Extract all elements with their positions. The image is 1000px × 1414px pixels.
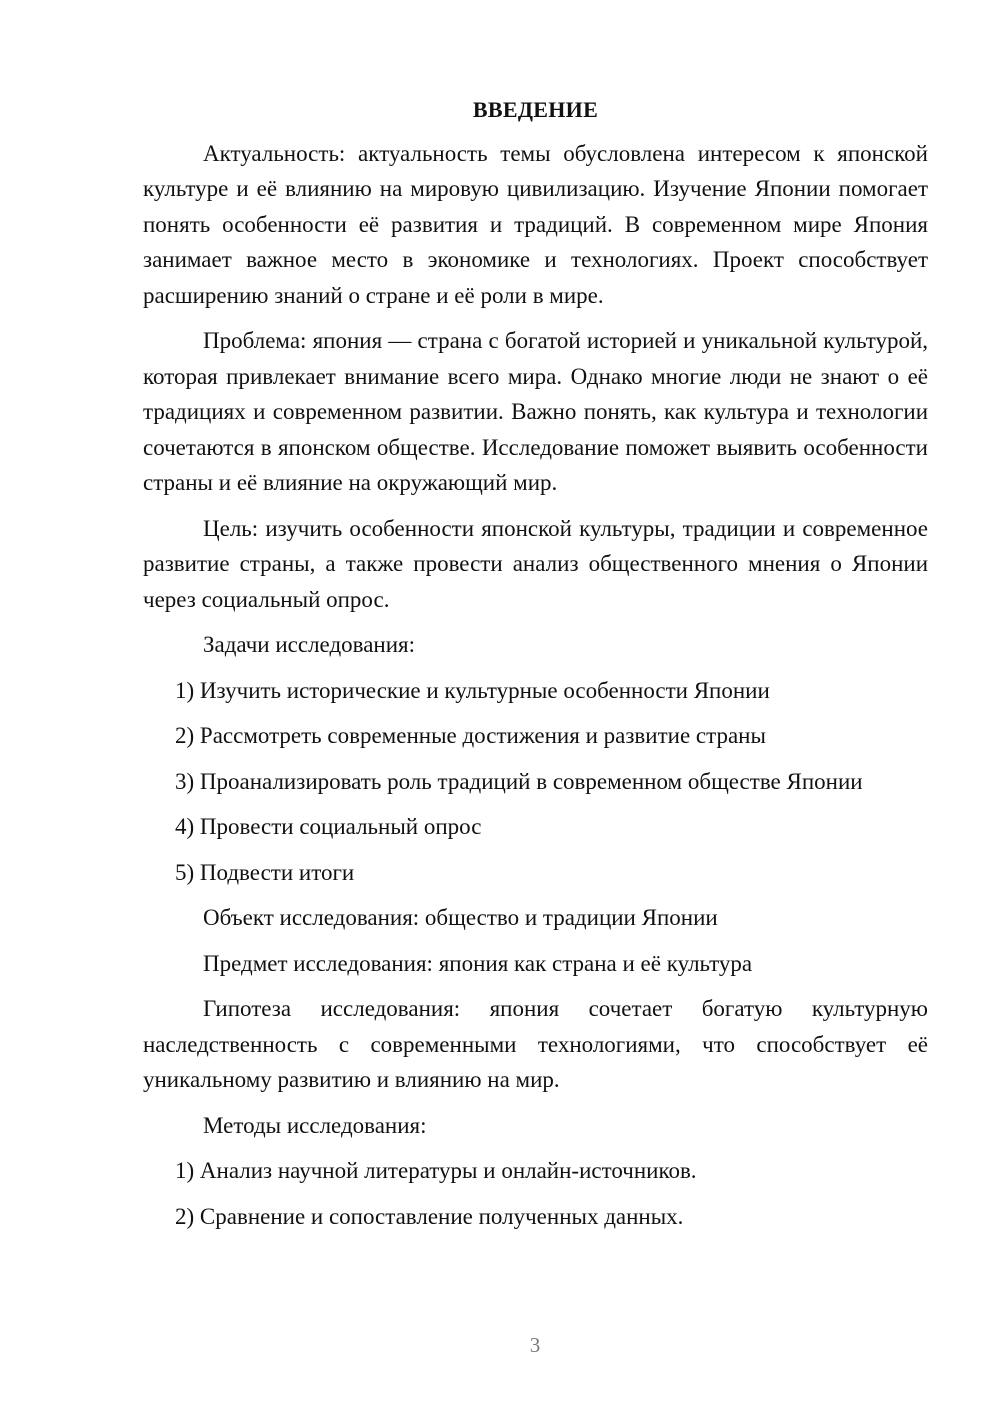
task-item: 2) Рассмотреть современные достижения и развитие страны (175, 723, 766, 748)
tasks-heading: Задачи исследования: (203, 632, 416, 657)
document-page (143, 92, 928, 1244)
problem-paragraph: Проблема: япония — страна с богатой историей и уникальной культурой, которая привлекает внимание всего мира. Однако многие люди не знают о её традициях и современном развитии. Важно понять, как культура и технологии сочетаются в японском обществе. Исследование поможет выявить особенности страны и её влияние на окружающий мир. (143, 328, 928, 495)
method-item: 1) Анализ научной литературы и онлайн-источников. (175, 1158, 697, 1183)
task-item: 5) Подвести итоги (175, 859, 355, 885)
task-item: 4) Провести социальный опрос (175, 814, 482, 839)
goal-paragraph: Цель: изучить особенности японской культуры, традиции и современное развитие страны, а также провести анализ общественного мнения о Японии через социальный опрос. (143, 515, 928, 612)
task-item: 3) Проанализировать роль традиций в современном обществе Японии (175, 768, 863, 794)
subject-line: Предмет исследования: япония как страна и её культура (203, 950, 753, 976)
object-line: Объект исследования: общество и традиции Японии (203, 905, 718, 930)
relevance-paragraph: Актуальность: актуальность темы обусловлена интересом к японской культуре и её влиянию на мировую цивилизацию. Изучение Японии помогает понять особенности её развития и традиций. В современном мире Япония занимает важное место в экономике и технологиях. Проект способствует расширению знаний о стране и её роли в мире. (143, 140, 928, 308)
document-title: ВВЕДЕНИЕ (472, 97, 599, 122)
method-item: 2) Сравнение и сопоставление полученных данных. (175, 1203, 684, 1229)
page-number: 3 (529, 1333, 541, 1357)
hypothesis-paragraph: Гипотеза исследования: япония сочетает богатую культурную наследственность с современными технологиями, что способствует её уникальному развитию и влиянию на мир. (143, 996, 928, 1092)
tasks-list (143, 673, 928, 891)
methods-list (143, 1153, 928, 1234)
methods-heading: Методы исследования: (203, 1112, 427, 1138)
task-item: 1) Изучить исторические и культурные особенности Японии (175, 677, 770, 703)
